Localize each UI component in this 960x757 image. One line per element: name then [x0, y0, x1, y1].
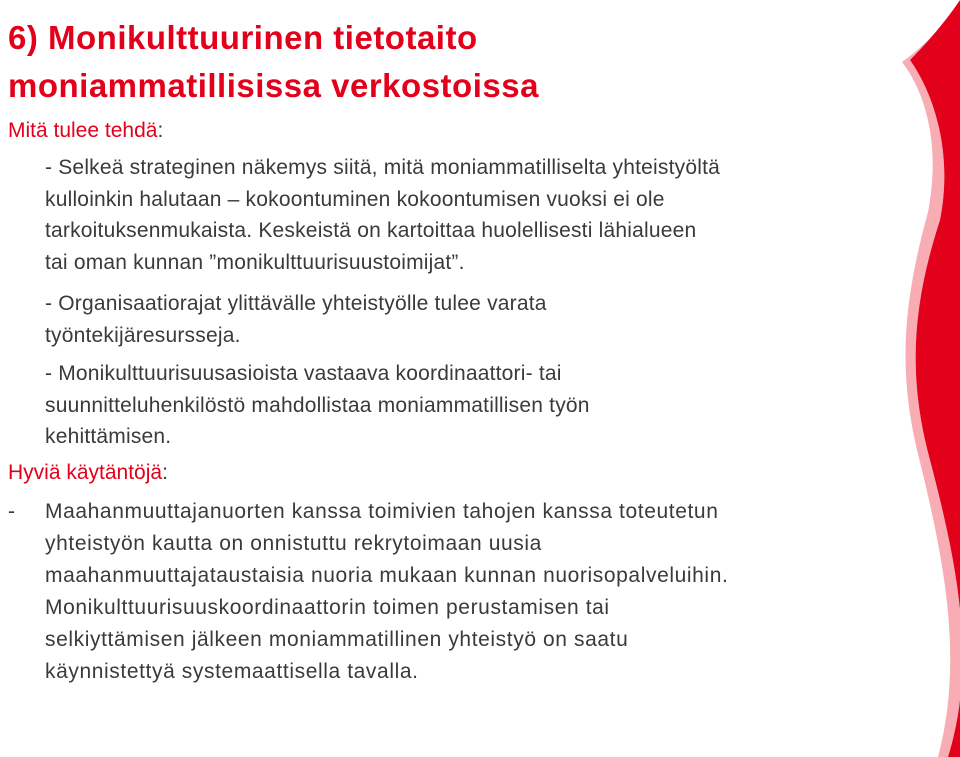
text-line: työntekijäresursseja.	[45, 323, 241, 347]
paragraph-resources	[45, 288, 865, 351]
text-line: selkiyttämisen jälkeen moniammatillinen yhteistyö on saatu	[45, 628, 629, 651]
paragraph-good-practices	[45, 496, 825, 688]
red-wave-decoration	[830, 0, 960, 757]
page-title	[8, 14, 648, 110]
title-line-1: 6) Monikulttuurinen tietotaito	[8, 19, 478, 56]
text-line: tarkoituksenmukaista. Keskeistä on kartoittaa huolellisesti lähialueen	[45, 219, 697, 242]
section-heading-label: Hyviä käytäntöjä	[8, 461, 163, 484]
section-heading-label: Mitä tulee tehdä	[8, 119, 158, 142]
title-line-2: moniammatillisissa verkostoissa	[8, 67, 539, 104]
text-line: Monikulttuurisuuskoordinaattorin toimen perustamisen tai	[45, 596, 610, 619]
paragraph-coordinator	[45, 358, 865, 453]
text-line: tai oman kunnan ”monikulttuurisuustoimijat”.	[45, 250, 465, 274]
text-line: - Selkeä strateginen näkemys siitä, mitä moniammatilliselta yhteistyöltä	[45, 156, 720, 179]
text-line: käynnistettyä systemaattisella tavalla.	[45, 660, 419, 683]
section-heading-what-to-do	[8, 118, 163, 144]
text-line: suunnitteluhenkilöstö mahdollistaa moniammatillisen työn	[45, 393, 590, 417]
text-line: yhteistyön kautta on onnistuttu rekrytoimaan uusia	[45, 532, 542, 555]
text-line: - Monikulttuurisuusasioista vastaava koordinaattori- tai	[45, 362, 562, 385]
text-line: maahanmuuttajataustaisia nuoria mukaan kunnan nuorisopalveluihin.	[45, 564, 729, 587]
section-heading-good-practices	[8, 460, 168, 486]
section-heading-colon: :	[162, 461, 168, 484]
text-line: kehittämisen.	[45, 425, 172, 448]
text-line: kulloinkin halutaan – kokoontuminen kokoontumisen vuoksi ei ole	[45, 187, 665, 211]
section-heading-colon: :	[157, 119, 164, 142]
text-line: - Organisaatiorajat ylittävälle yhteistyölle tulee varata	[45, 292, 547, 315]
paragraph-strategy	[45, 152, 865, 278]
bullet-dash: -	[8, 500, 15, 523]
text-line: Maahanmuuttajanuorten kanssa toimivien tahojen kanssa toteutetun	[45, 500, 719, 523]
